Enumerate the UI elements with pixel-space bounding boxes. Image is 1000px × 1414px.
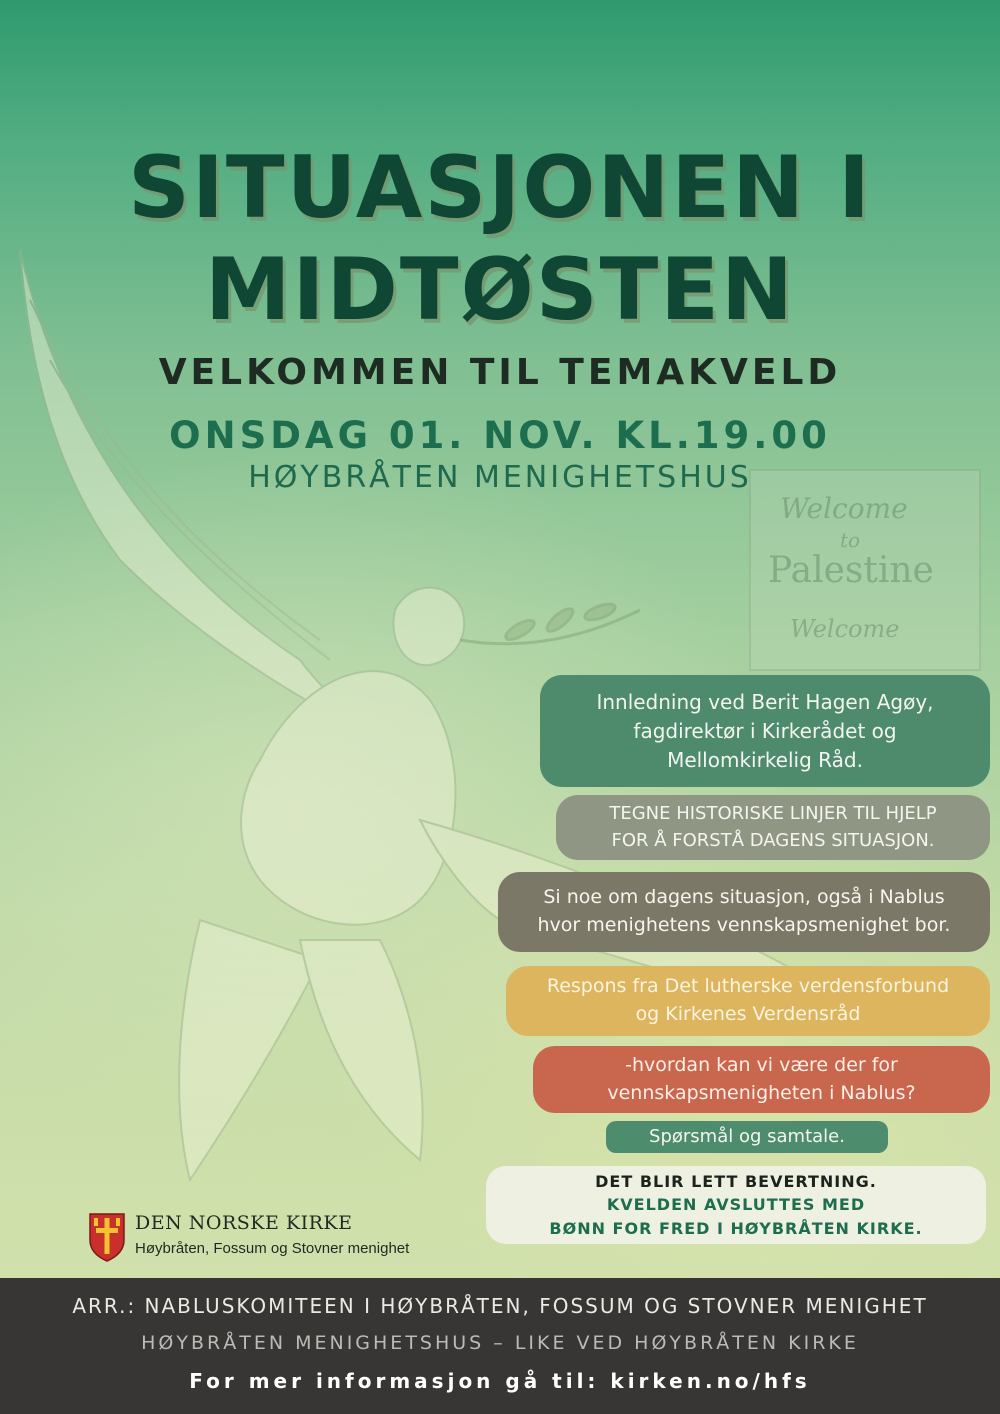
sign-palestine: Palestine bbox=[768, 550, 934, 591]
title-line-1: SITUASJONEN I bbox=[127, 138, 873, 238]
sign-welcome-2: Welcome bbox=[790, 615, 900, 643]
closing-note bbox=[486, 1166, 986, 1244]
logo-name: DEN NORSKE KIRKE bbox=[135, 1212, 353, 1234]
title-line-2: MIDTØSTEN bbox=[204, 240, 796, 340]
footer-location: HØYBRÅTEN MENIGHETSHUS – LIKE VED HØYBRÅTEN KIRKE bbox=[141, 1332, 859, 1354]
program-item-intro bbox=[540, 675, 990, 787]
program-item-situation bbox=[498, 872, 990, 952]
program-item-response bbox=[506, 966, 990, 1036]
footer-info-link[interactable]: For mer informasjon gå til: kirken.no/hfs bbox=[189, 1369, 811, 1393]
program-item-history bbox=[556, 795, 990, 860]
closing-line-1: DET BLIR LETT BEVERTNING. bbox=[595, 1172, 877, 1192]
program-item-text: FOR Å FORSTÅ DAGENS SITUASJON. bbox=[611, 829, 935, 851]
footer bbox=[0, 1278, 1000, 1414]
program-item-text: Innledning ved Berit Hagen Agøy, bbox=[596, 689, 934, 714]
sign-welcome: Welcome bbox=[780, 492, 908, 525]
program-item-text: TEGNE HISTORISKE LINJER TIL HJELP bbox=[609, 803, 937, 825]
program-item-text: vennskapsmenigheten i Nablus? bbox=[607, 1081, 916, 1104]
closing-line-2: KVELDEN AVSLUTTES MED bbox=[606, 1195, 866, 1215]
sign-to: to bbox=[840, 528, 861, 552]
program-item-text: Spørsmål og samtale. bbox=[649, 1125, 845, 1147]
program-item-text: Si noe om dagens situasjon, også i Nablus bbox=[543, 886, 945, 909]
closing-line-3: BØNN FOR FRED I HØYBRÅTEN KIRKE. bbox=[549, 1218, 923, 1238]
program-item-text: og Kirkenes Verdensråd bbox=[635, 1003, 861, 1025]
program-item-text: -hvordan kan vi være der for bbox=[625, 1053, 898, 1076]
subtitle: VELKOMMEN TIL TEMAKVELD bbox=[158, 352, 842, 393]
program-item-text: hvor menighetens vennskapsmenighet bor. bbox=[537, 914, 951, 936]
event-venue: HØYBRÅTEN MENIGHETSHUS bbox=[248, 460, 752, 495]
footer-organizer: ARR.: NABLUSKOMITEEN I HØYBRÅTEN, FOSSUM OG STOVNER MENIGHET bbox=[72, 1294, 928, 1318]
event-date: ONSDAG 01. NOV. KL.19.00 bbox=[169, 414, 831, 457]
program-item-text: fagdirektør i Kirkerådet og bbox=[633, 718, 897, 743]
program-item-text: Mellomkirkelig Råd. bbox=[667, 747, 863, 772]
program-item-questions bbox=[606, 1121, 888, 1153]
logo-subtitle: Høybråten, Fossum og Stovner menighet bbox=[135, 1240, 410, 1257]
program-item-friendship bbox=[533, 1046, 990, 1113]
church-shield-icon bbox=[88, 1212, 126, 1262]
program-item-text: Respons fra Det lutherske verdensforbund bbox=[546, 975, 950, 998]
